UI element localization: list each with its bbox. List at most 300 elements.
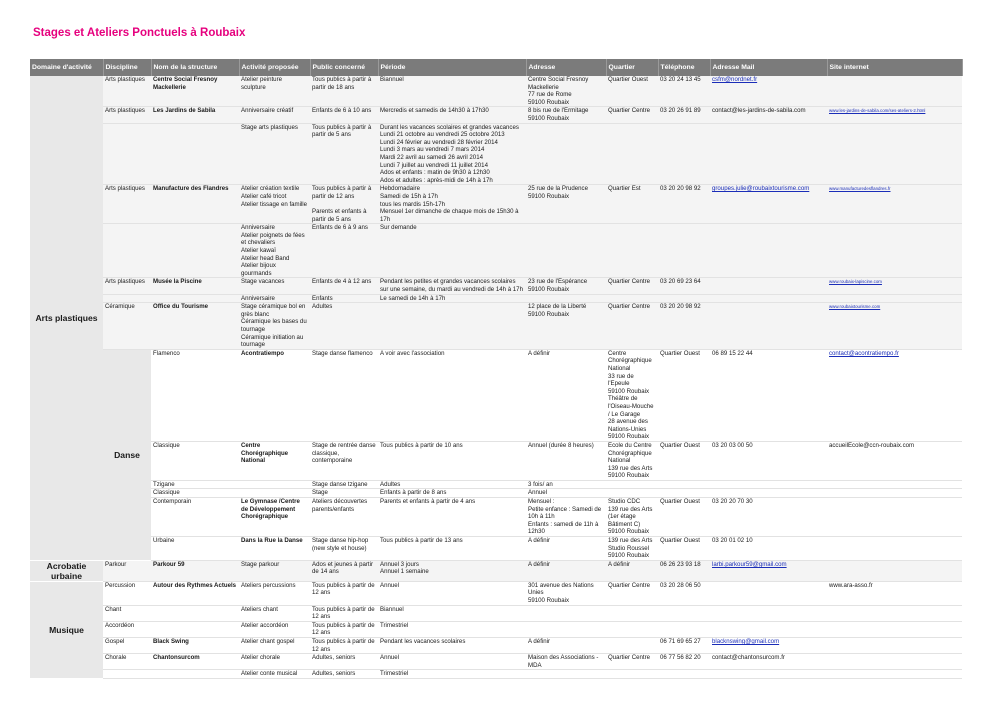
cell-periode [526, 480, 606, 489]
cell-telephone [658, 294, 710, 303]
cell-activite [310, 441, 378, 480]
website-link[interactable]: www.ara-asso.fr [829, 581, 873, 589]
structure-text: Manufacture des Flandres [153, 185, 229, 193]
cell-telephone [658, 123, 710, 185]
cell-periode [378, 123, 526, 185]
cell-activite [310, 537, 378, 561]
cell-periode [378, 303, 526, 350]
cell-discipline [103, 224, 151, 278]
periode-text: Mercredis et samedis de 14h30 à 17h30 [380, 107, 489, 115]
cell-activite [239, 637, 310, 653]
header-activite: Activité proposée [239, 59, 310, 76]
public-text: Tous publics à partir de 12 ans [312, 637, 375, 653]
cell-quartier [606, 76, 658, 107]
cell-adresse [526, 303, 606, 350]
activite-text: Atelier chorale [241, 654, 280, 662]
email-link[interactable]: larbi.parkour59@gmail.com [712, 560, 787, 568]
periode-text: Annuel [528, 489, 547, 497]
activite-text: Atelier création textile Atelier café tricot Atelier tissage en famille [241, 185, 308, 208]
cell-discipline [151, 498, 239, 537]
telephone-text: 03 20 28 06 50 [660, 581, 701, 589]
cell-structure [151, 278, 239, 294]
cell-discipline [151, 489, 239, 498]
structure-text: Dans la Rue la Danse [241, 537, 303, 545]
cell-quartier [606, 670, 658, 679]
cell-activite [310, 489, 378, 498]
cell-structure [151, 76, 239, 107]
periode-text: Pendant les petites et grandes vacances scolaires sur une semaine, du mardi au vendredi de 14h à 17h [380, 278, 523, 294]
cell-mail [710, 76, 827, 107]
table-row [30, 123, 962, 185]
cell-public [378, 498, 526, 537]
activite-text: Stage danse flamenco [312, 349, 373, 357]
periode-text: Sur demande [380, 224, 417, 232]
activite-text: Ateliers découvertes parents/enfants [312, 498, 368, 513]
public-text: Tous publics à partir de 12 ans [312, 581, 375, 597]
domain-cell: Arts plastiques [30, 76, 103, 560]
periode-text: A définir [528, 537, 551, 545]
structure-text: Parkour 59 [153, 560, 185, 568]
telephone-text: 06 71 69 65 27 [660, 637, 701, 645]
website-link[interactable]: www.roubaix-lapiscine.com [829, 279, 882, 285]
quartier-text: Quartier Centre [608, 278, 650, 286]
cell-mail [710, 224, 827, 278]
periode-text: Mensuel : Petite enfance : Samedi de 10h à 11h Enfants : samedi de 11h à 12h30 [528, 498, 602, 536]
telephone-text: 03 20 03 00 50 [712, 441, 753, 449]
cell-quartier [606, 637, 658, 653]
cell-quartier [606, 560, 658, 581]
cell-public [378, 349, 526, 441]
cell-site [827, 581, 962, 605]
cell-periode [378, 278, 526, 294]
header-periode: Période [378, 59, 526, 76]
cell-public [310, 581, 378, 605]
public-text: Enfants [312, 294, 333, 302]
cell-mail [710, 107, 827, 123]
discipline-text: Classique [153, 489, 180, 497]
header-adresse: Adresse [526, 59, 606, 76]
cell-structure [151, 581, 239, 605]
cell-periode [378, 294, 526, 303]
table-row [30, 489, 962, 498]
cell-telephone [658, 581, 710, 605]
public-text: Tous publics à partir à partir de 5 ans [312, 123, 372, 139]
cell-mail [710, 670, 827, 679]
cell-periode [526, 349, 606, 441]
cell-telephone [658, 107, 710, 123]
cell-structure [239, 498, 310, 537]
cell-activite [310, 480, 378, 489]
domain-cell: Danse [103, 349, 151, 560]
cell-quartier [658, 498, 710, 537]
discipline-text: Classique [153, 441, 180, 449]
table-row [30, 278, 962, 294]
activite-text: Ateliers percussions [241, 581, 296, 589]
public-text: Adultes [380, 480, 401, 488]
cell-adresse [526, 294, 606, 303]
discipline-text: Arts plastiques [105, 107, 145, 115]
cell-quartier [658, 480, 710, 489]
cell-quartier [606, 605, 658, 621]
telephone-text: 03 20 69 23 64 [660, 278, 701, 286]
header-public: Public concerné [310, 59, 378, 76]
adresse-text: A définir [528, 637, 551, 645]
adresse-text: 23 rue de l'Espérance 59100 Roubaix [528, 278, 588, 294]
cell-activite [310, 349, 378, 441]
periode-text: Annuel [380, 581, 399, 589]
cell-public [378, 489, 526, 498]
cell-mail [710, 278, 827, 294]
quartier-text: Quartier Ouest [608, 76, 648, 83]
cell-discipline [103, 654, 151, 670]
periode-text: Annuel [380, 654, 399, 662]
cell-quartier [606, 654, 658, 670]
discipline-text: Percussion [105, 581, 136, 589]
cell-mail [710, 303, 827, 350]
cell-adresse [526, 224, 606, 278]
website-link[interactable]: www.les-jardins-de-sabila.com/ses-ateliers-2.html [829, 108, 926, 114]
discipline-text: Chorale [105, 654, 127, 662]
cell-adresse [526, 560, 606, 581]
header-telephone: Téléphone [658, 59, 710, 76]
table-row [30, 605, 962, 621]
cell-discipline [103, 294, 151, 303]
cell-quartier [606, 294, 658, 303]
mail-text: accueilEcole@ccn-roubaix.com [829, 441, 915, 449]
structure-text: Centre Social Fresnoy Mackellerie [153, 76, 218, 91]
cell-mail [710, 581, 827, 605]
cell-site [827, 605, 962, 621]
cell-quartier [658, 489, 710, 498]
telephone-text: 03 20 20 98 92 [660, 303, 701, 311]
cell-telephone [710, 498, 827, 537]
cell-periode [378, 76, 526, 107]
cell-activite [239, 621, 310, 637]
cell-discipline [103, 621, 151, 637]
cell-periode [378, 581, 526, 605]
cell-public [310, 224, 378, 278]
email-link[interactable]: csfm@nordnet.fr [712, 76, 758, 83]
structure-text: Autour des Rythmes Actuels [153, 581, 237, 589]
cell-public [310, 278, 378, 294]
cell-structure [151, 621, 239, 637]
telephone-text: 03 20 20 98 92 [660, 185, 701, 193]
public-text: Enfants à partir de 8 ans [380, 489, 447, 497]
cell-quartier [606, 107, 658, 123]
cell-telephone [658, 654, 710, 670]
cell-mail [710, 560, 827, 581]
workshops-table [30, 59, 962, 679]
public-text: Ados et jeunes à partir de 14 ans [312, 560, 373, 576]
cell-mail [710, 637, 827, 653]
table-row [30, 498, 962, 537]
email-link[interactable]: contact@acontratiempo.fr [829, 349, 899, 357]
cell-adresse [526, 76, 606, 107]
activite-text: Anniversaire créatif [241, 107, 294, 115]
cell-mail [827, 480, 962, 489]
header-structure: Nom de la structure [151, 59, 239, 76]
cell-periode [378, 670, 526, 679]
cell-telephone [658, 278, 710, 294]
cell-activite [239, 294, 310, 303]
cell-public [310, 107, 378, 123]
adresse-text: 139 rue des Arts Studio Roussel 59100 Roubaix [608, 537, 653, 560]
cell-public [378, 441, 526, 480]
cell-quartier [658, 349, 710, 441]
activite-text: Anniversaire Atelier poignets de fées et chevaliers Atelier kawaï Atelier head Band Atelier bijoux gourmands [241, 224, 305, 277]
cell-activite [239, 560, 310, 581]
cell-mail [710, 123, 827, 185]
cell-public [378, 537, 526, 561]
cell-periode [526, 537, 606, 561]
cell-site [827, 560, 962, 581]
adresse-text: Centre Chorégraphique National 33 rue de l'Epeule 59100 Roubaix Théâtre de l'Oiseau-Mouche / Le Garage 28 avenue des Nations-Unies 59100 Roubaix [608, 349, 654, 441]
cell-adresse [526, 185, 606, 224]
cell-adresse [606, 349, 658, 441]
activite-text: Stage parkour [241, 560, 280, 568]
cell-telephone [658, 560, 710, 581]
domain-cell: Acrobatie urbaine [30, 560, 103, 581]
cell-discipline [103, 637, 151, 653]
quartier-text: Quartier Ouest [660, 498, 700, 506]
cell-site [827, 670, 962, 679]
activite-text: Atelier accordéon [241, 621, 289, 629]
activite-text: Atelier peinture sculpture [241, 76, 282, 91]
cell-structure [151, 185, 239, 224]
discipline-text: Flamenco [153, 349, 180, 357]
discipline-text: Chant [105, 605, 122, 613]
discipline-text: Arts plastiques [105, 185, 145, 193]
structure-text: Les Jardins de Sabila [153, 107, 216, 115]
cell-quartier [658, 537, 710, 561]
cell-activite [310, 498, 378, 537]
public-text: Enfants de 4 à 12 ans [312, 278, 372, 286]
discipline-text: Contemporain [153, 498, 192, 506]
adresse-text: 8 bis rue de l'Ermitage 59100 Roubaix [528, 107, 589, 122]
activite-text: Stage [312, 489, 328, 497]
cell-mail [827, 441, 962, 480]
cell-discipline [151, 480, 239, 489]
cell-structure [151, 123, 239, 185]
cell-mail [710, 294, 827, 303]
structure-text: Office du Tourisme [153, 303, 209, 311]
website-link[interactable]: www.roubaixtourisme.com [829, 304, 881, 310]
cell-public [310, 637, 378, 653]
activite-text: Stage céramique bol en grès blanc Céramique les bases du tournage Céramique initiation au tournage [241, 303, 307, 349]
cell-structure [151, 637, 239, 653]
cell-discipline [103, 123, 151, 185]
telephone-text: 03 20 01 02 10 [712, 537, 753, 545]
cell-discipline [103, 303, 151, 350]
cell-telephone [658, 76, 710, 107]
cell-structure [151, 303, 239, 350]
periode-text: Trimestriel [380, 621, 409, 629]
table-row [30, 224, 962, 278]
structure-text: Black Swing [153, 637, 189, 645]
telephone-text: 06 77 56 82 20 [660, 654, 701, 662]
public-text: Adultes, seniors [312, 670, 356, 678]
cell-quartier [606, 303, 658, 350]
cell-site [827, 107, 962, 123]
activite-text: Anniversaire [241, 294, 275, 302]
structure-text: Chantonsurcom [153, 654, 200, 662]
adresse-text: Centre Social Fresnoy Mackellerie 77 rue de Rome 59100 Roubaix [528, 76, 589, 106]
cell-adresse [606, 489, 658, 498]
activite-text: Ateliers chant [241, 605, 278, 613]
cell-telephone [658, 621, 710, 637]
page-title: Stages et Ateliers Ponctuels à Roubaix [33, 27, 246, 39]
header-quartier: Quartier [606, 59, 658, 76]
activite-text: Stage vacances [241, 278, 285, 286]
cell-adresse [606, 441, 658, 480]
cell-mail [827, 498, 962, 537]
cell-telephone [658, 303, 710, 350]
activite-text: Atelier chant gospel [241, 637, 295, 645]
table-row [30, 537, 962, 561]
cell-activite [239, 581, 310, 605]
cell-public [310, 621, 378, 637]
cell-telephone [658, 224, 710, 278]
cell-activite [239, 107, 310, 123]
cell-activite [239, 654, 310, 670]
public-text: Parents et enfants à partir de 4 ans [380, 498, 476, 506]
cell-structure [151, 294, 239, 303]
structure-text: Acontratiempo [241, 349, 284, 357]
cell-telephone [658, 185, 710, 224]
quartier-text: Quartier Centre [608, 654, 650, 662]
cell-public [310, 123, 378, 185]
cell-telephone [710, 441, 827, 480]
public-text: Tous publics à partir à partir de 12 ans Parents et enfants à partir de 5 ans [312, 185, 372, 223]
cell-structure [239, 441, 310, 480]
header-domaine: Domaine d'activité [30, 59, 103, 76]
adresse-text: 25 rue de la Prudence 59100 Roubaix [528, 185, 588, 200]
cell-site [827, 294, 962, 303]
cell-telephone [710, 349, 827, 441]
cell-adresse [526, 278, 606, 294]
cell-periode [526, 489, 606, 498]
cell-quartier [606, 581, 658, 605]
cell-discipline [103, 560, 151, 581]
cell-public [310, 303, 378, 350]
cell-activite [239, 185, 310, 224]
cell-telephone [710, 537, 827, 561]
cell-public [310, 76, 378, 107]
cell-telephone [658, 637, 710, 653]
public-text: Tous publics à partir de 12 ans [312, 605, 375, 621]
activite-text: Stage arts plastiques [241, 123, 298, 131]
cell-activite [239, 123, 310, 185]
quartier-text: Quartier Centre [608, 581, 650, 589]
website-link[interactable]: www.manufacturedesflandres.fr [829, 186, 891, 192]
public-text: Tous publics à partir de 12 ans [312, 621, 375, 637]
table-row [30, 637, 962, 653]
periode-text: A définir [528, 349, 551, 357]
cell-mail [827, 349, 962, 441]
periode-text: 3 fois/ an [528, 480, 553, 488]
cell-public [310, 185, 378, 224]
mail-text: contact@chantonsurcom.fr [712, 654, 785, 662]
cell-periode [378, 185, 526, 224]
public-text: Adultes, seniors [312, 654, 356, 662]
telephone-text: 06 89 15 22 44 [712, 349, 753, 357]
cell-site [827, 654, 962, 670]
cell-adresse [526, 123, 606, 185]
cell-telephone [710, 489, 827, 498]
public-text: Enfants de 6 à 9 ans [312, 224, 368, 232]
activite-text: Stage danse hip-hop (new style et house) [312, 537, 369, 552]
table-row [30, 441, 962, 480]
table-row [30, 480, 962, 489]
cell-site [827, 303, 962, 350]
public-text: Tous publics à partir de 10 ans [380, 441, 463, 449]
cell-discipline [103, 605, 151, 621]
email-link[interactable]: blacknswing@gmail.com [712, 637, 780, 645]
periode-text: Annuel 3 jours Annuel 1 semaine [380, 560, 429, 576]
public-text: Tous publics à partir de 13 ans [380, 537, 463, 545]
header-mail: Adresse Mail [710, 59, 827, 76]
structure-text: Le Gymnase /Centre de Développement Chorégraphique [241, 498, 300, 521]
public-text: Enfants de 6 à 10 ans [312, 107, 372, 115]
email-link[interactable]: groupes.julie@roubaixtourisme.com [712, 185, 810, 193]
quartier-text: Quartier Ouest [660, 537, 700, 545]
cell-mail [710, 185, 827, 224]
cell-periode [378, 637, 526, 653]
cell-discipline [103, 670, 151, 679]
quartier-text: Quartier Est [608, 185, 641, 193]
cell-public [310, 670, 378, 679]
cell-activite [239, 303, 310, 350]
adresse-text: Ecole du Centre Chorégraphique National 139 rue des Arts 59100 Roubaix [608, 441, 653, 480]
cell-periode [378, 654, 526, 670]
periode-text: Biannuel [380, 605, 404, 613]
cell-discipline [103, 581, 151, 605]
table-header-row [30, 59, 962, 76]
cell-site [827, 637, 962, 653]
cell-mail [827, 489, 962, 498]
cell-activite [239, 605, 310, 621]
telephone-text: 03 20 20 70 30 [712, 498, 753, 506]
cell-structure [151, 224, 239, 278]
cell-discipline [151, 441, 239, 480]
discipline-text: Céramique [105, 303, 135, 311]
quartier-text: Quartier Centre [608, 303, 650, 311]
periode-text: Biannuel [380, 76, 404, 83]
cell-structure [239, 537, 310, 561]
discipline-text: Arts plastiques [105, 76, 145, 83]
periode-text: Le samedi de 14h à 17h [380, 294, 446, 302]
cell-mail [827, 537, 962, 561]
cell-adresse [526, 107, 606, 123]
adresse-text: A définir [528, 560, 551, 568]
cell-telephone [658, 670, 710, 679]
cell-public [310, 654, 378, 670]
cell-adresse [526, 637, 606, 653]
cell-periode [378, 560, 526, 581]
cell-structure [151, 654, 239, 670]
cell-activite [239, 278, 310, 294]
cell-structure [151, 605, 239, 621]
cell-mail [710, 654, 827, 670]
cell-structure [239, 480, 310, 489]
cell-site [827, 123, 962, 185]
quartier-text: Quartier Centre [608, 107, 650, 115]
telephone-text: 03 20 26 91 89 [660, 107, 701, 115]
cell-adresse [526, 654, 606, 670]
cell-public [310, 560, 378, 581]
periode-text: Annuel (durée 8 heures) [528, 441, 594, 449]
public-text: A voir avec l'association [380, 349, 445, 357]
